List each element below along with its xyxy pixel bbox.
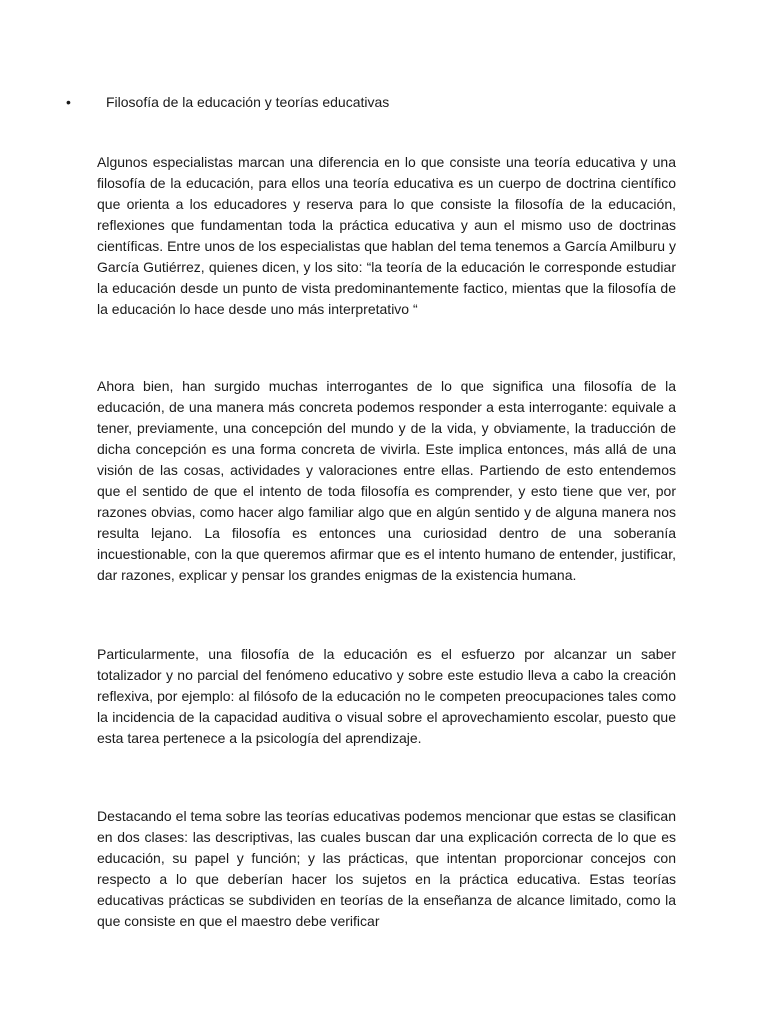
heading-text: Filosofía de la educación y teorías educativas xyxy=(106,94,390,110)
paragraph-4: Destacando el tema sobre las teorías educativas podemos mencionar que estas se clasifican en dos clases: las descriptivas, las cuales buscan dar una explicación correcta de lo que es educación, su papel y función; y las prácticas, que intentan proporcionar concejos con respecto a lo que deberían hacer los sujetos en la práctica educativa. Estas teorías educativas prácticas se subdividen en teorías de la enseñanza de alcance limitado, como la que consiste en que el maestro debe verificar xyxy=(97,808,676,929)
bullet-point: • xyxy=(66,94,71,110)
paragraph-3: Particularmente, una filosofía de la educación es el esfuerzo por alcanzar un saber totalizador y no parcial del fenómeno educativo y sobre este estudio lleva a cabo la creación reflexiva, por ejemplo: al filósofo de la educación no le competen preocupaciones tales como la incidencia de la capacidad auditiva o visual sobre el aprovechamiento escolar, puesto que esta tarea pertenece a la psicología del aprendizaje. xyxy=(97,646,676,746)
paragraph-1: Algunos especialistas marcan una diferencia en lo que consiste una teoría educativa y una filosofía de la educación, para ellos una teoría educativa es un cuerpo de doctrina científico que orienta a los educadores y reserva para lo que consiste la filosofía de la educación, reflexiones que fundamentan toda la práctica educativa y aun el mismo uso de doctrinas científicas. Entre unos de los especialistas que hablan del tema tenemos a García Amilburu y García Gutiérrez, quienes dicen, y los sito: “la teoría de la educación le corresponde estudiar la educación desde un punto de vista predominantemente factico, mientas que la filosofía de la educación lo hace desde uno más interpretativo “ xyxy=(97,154,676,317)
paragraph-2: Ahora bien, han surgido muchas interrogantes de lo que significa una filosofía de la educación, de una manera más concreta podemos responder a esta interrogante: equivale a tener, previamente, una concepción del mundo y de la vida, y obviamente, la traducción de dicha concepción es una forma concreta de vivirla. Este implica entonces, más allá de una visión de las cosas, actividades y valoraciones entre ellas. Partiendo de esto entendemos que el sentido de que el intento de toda filosofía es comprender, y esto tiene que ver, por razones obvias, como hacer algo familiar algo que en algún sentido y de alguna manera nos resulta lejano. La filosofía es entonces una curiosidad dentro de una soberanía incuestionable, con la que queremos afirmar que es el intento humano de entender, justificar, dar razones, explicar y pensar los grandes enigmas de la existencia humana. xyxy=(97,378,676,583)
section-heading xyxy=(66,92,686,112)
